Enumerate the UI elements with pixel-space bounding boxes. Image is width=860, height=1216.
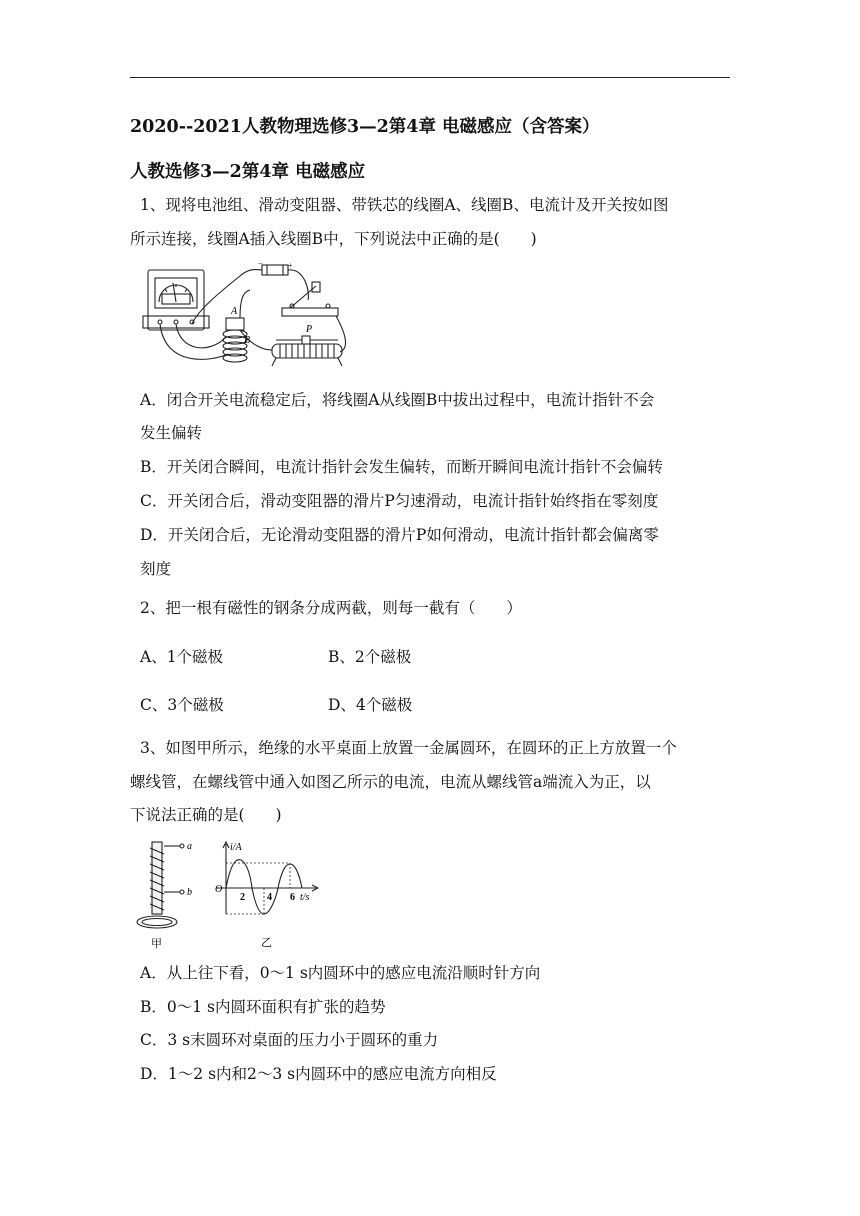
section-heading: 人教选修3—2第4章 电磁感应 (130, 162, 366, 182)
galvanometer (143, 270, 209, 330)
q1-option-b: B．开关闭合瞬间，电流计指针会发生偏转，而断开瞬间电流计指针不会偏转 (140, 458, 663, 476)
slider-p-label: P (306, 324, 313, 335)
figure-yi-caption: 乙 (261, 937, 272, 949)
q2-option-a: A、1个磁极 (140, 648, 224, 666)
coil-b-label: B (244, 335, 251, 346)
q3-stem-line3: 下说法正确的是( ) (130, 806, 282, 824)
origin-label: O (215, 884, 223, 895)
terminal-b-label: b (187, 887, 192, 898)
tick-label-6: 6 (290, 892, 295, 903)
q1-option-a-line2: 发生偏转 (140, 424, 203, 442)
q2-option-d: D、4个磁极 (328, 696, 413, 714)
q1-option-a-line1: A．闭合开关电流稳定后，将线圈A从线圈B中拔出过程中，电流计指针不会 (140, 391, 655, 409)
document-title: 2020--2021人教物理选修3—2第4章 电磁感应（含答案） (130, 117, 600, 137)
tick-label-2: 2 (240, 892, 245, 903)
q1-circuit-figure (140, 262, 360, 374)
terminal-a-label: a (187, 841, 192, 852)
coil-a-label: A (231, 306, 238, 317)
q3-option-b: B．0～1 s内圆环面积有扩张的趋势 (140, 998, 386, 1016)
figure-yi-graph (212, 838, 322, 950)
q2-option-c: C、3个磁极 (140, 696, 224, 714)
q1-stem-line1: 1、现将电池组、滑动变阻器、带铁芯的线圈A、线圈B、电流计及开关按如图 (140, 196, 669, 214)
x-axis-label: t/s (300, 892, 310, 903)
battery-plus-label: + (288, 262, 293, 270)
q3-stem-line1: 3、如图甲所示，绝缘的水平桌面上放置一金属圆环，在圆环的正上方放置一个 (140, 739, 677, 757)
q1-stem-line2: 所示连接，线圈A插入线圈B中，下列说法中正确的是( ) (130, 230, 537, 248)
figure-jia (136, 836, 206, 950)
figure-jia-caption: 甲 (151, 938, 162, 950)
q1-option-c: C．开关闭合后，滑动变阻器的滑片P匀速滑动，电流计指针始终指在零刻度 (140, 492, 659, 510)
q3-option-a: A．从上往下看，0～1 s内圆环中的感应电流沿顺时针方向 (140, 964, 541, 982)
q1-option-d-line2: 刻度 (140, 560, 172, 578)
q2-stem: 2、把一根有磁性的钢条分成两截，则每一截有（ ） (140, 599, 522, 617)
y-axis-label: i/A (230, 842, 242, 853)
battery-minus-label: − (258, 262, 263, 268)
rheostat (272, 336, 342, 366)
q3-option-d: D．1～2 s内和2～3 s内圆环中的感应电流方向相反 (140, 1065, 497, 1083)
header-rule (130, 77, 730, 78)
switch (282, 282, 338, 316)
q1-option-d-line1: D．开关闭合后，无论滑动变阻器的滑片P如何滑动，电流计指针都会偏离零 (140, 526, 659, 544)
q2-option-b: B、2个磁极 (328, 648, 412, 666)
tick-label-4: 4 (267, 892, 272, 903)
q3-option-c: C．3 s末圆环对桌面的压力小于圆环的重力 (140, 1031, 439, 1049)
q3-stem-line2: 螺线管，在螺线管中通入如图乙所示的电流，电流从螺线管a端流入为正，以 (130, 773, 651, 791)
battery (262, 265, 288, 275)
